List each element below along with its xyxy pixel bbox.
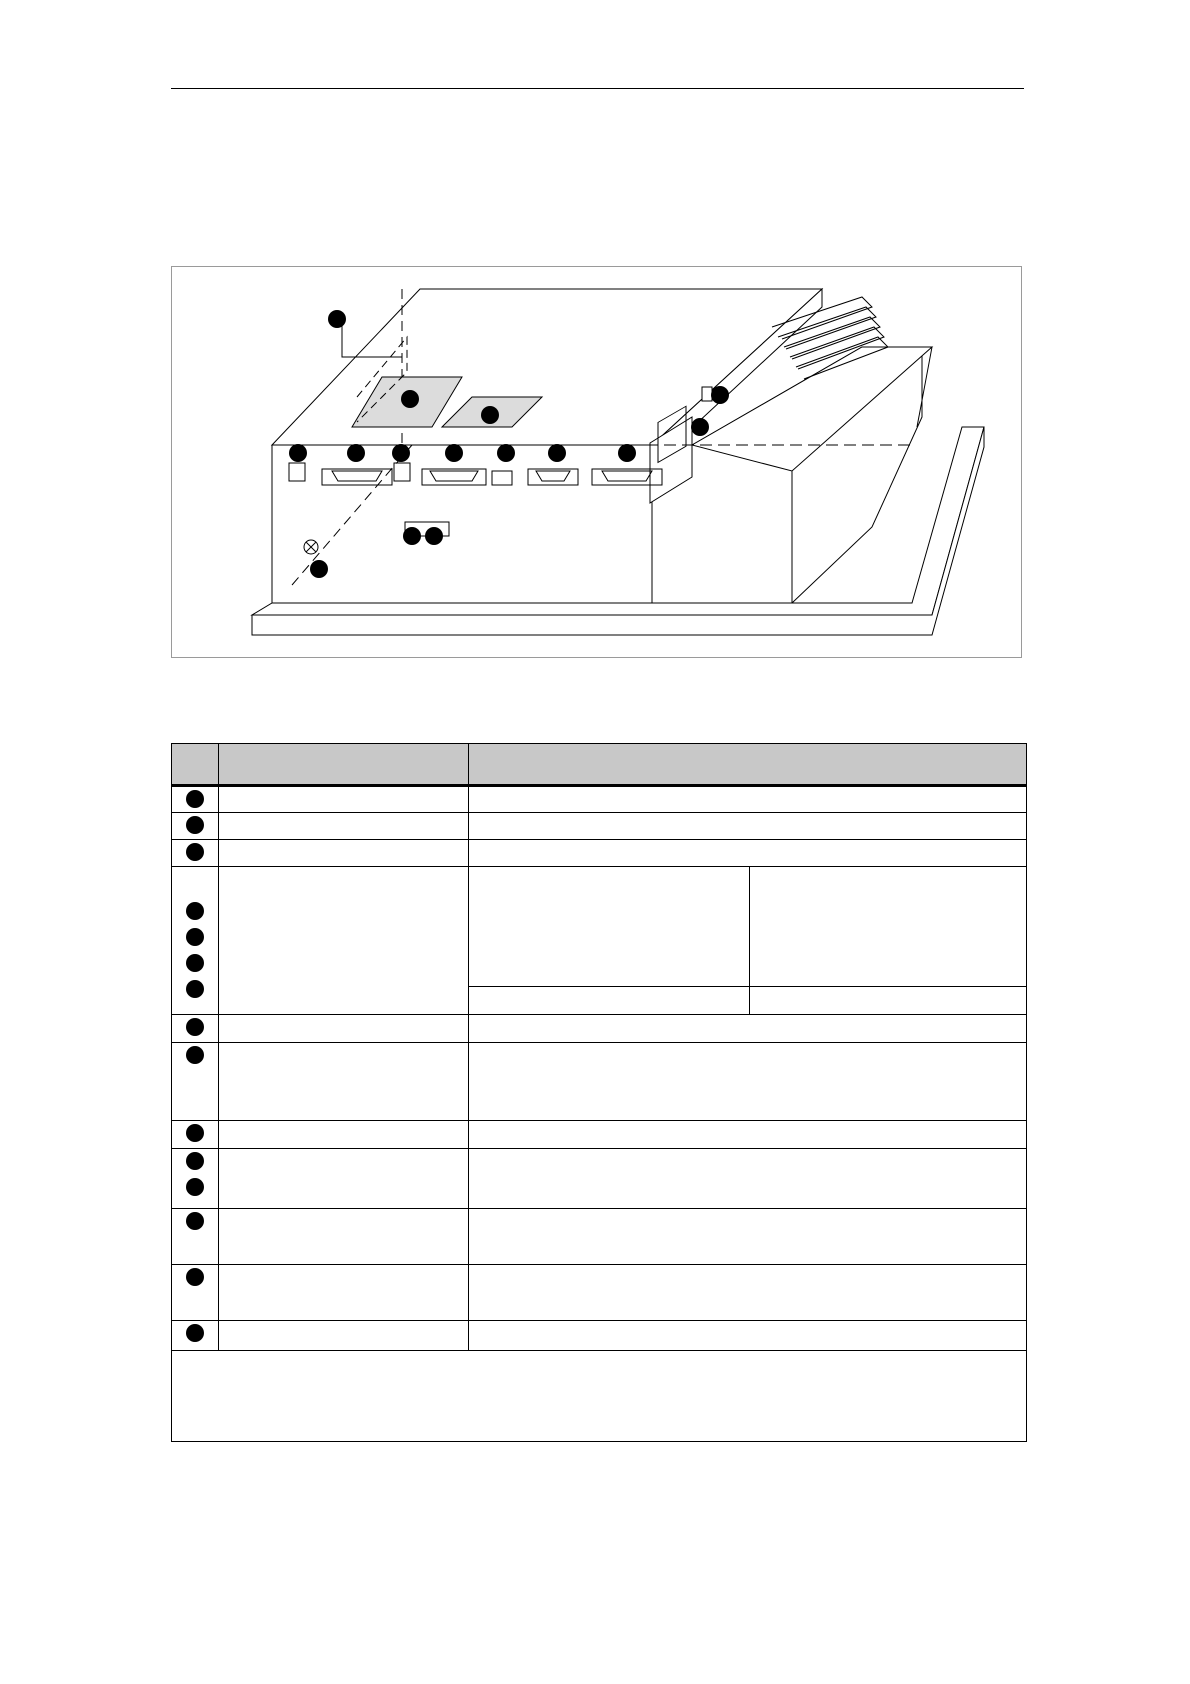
legend-header-row (172, 744, 1027, 786)
table-note (172, 1351, 1027, 1442)
table-row (172, 840, 1027, 867)
callout-marker (403, 527, 421, 545)
row-desc (469, 1209, 1027, 1265)
row-desc (469, 1043, 1027, 1121)
table-row (172, 786, 1027, 813)
callout-marker (401, 390, 419, 408)
callout-marker (425, 527, 443, 545)
table-row (172, 1265, 1027, 1321)
row-name (219, 1209, 469, 1265)
row-name (219, 1015, 469, 1043)
table-row (172, 1209, 1027, 1265)
row-desc (750, 987, 1027, 1015)
number-marker (186, 928, 204, 946)
row-desc (469, 1015, 1027, 1043)
header-name (219, 744, 469, 786)
number-marker (186, 816, 204, 834)
callout-marker (618, 444, 636, 462)
header-number (172, 744, 219, 786)
table-row (172, 1015, 1027, 1043)
callout-marker (392, 444, 410, 462)
row-desc (469, 867, 750, 987)
table-row (172, 1043, 1027, 1121)
row-name (219, 1121, 469, 1149)
callout-marker (310, 560, 328, 578)
number-marker (186, 1212, 204, 1230)
note-row (172, 1351, 1027, 1442)
callout-marker (711, 386, 729, 404)
number-marker (186, 1152, 204, 1170)
callout-marker (328, 310, 346, 328)
row-desc (469, 1321, 1027, 1351)
row-desc (469, 840, 1027, 867)
number-marker (186, 1268, 204, 1286)
number-marker (186, 1324, 204, 1342)
number-marker (186, 1124, 204, 1142)
row-desc (469, 987, 750, 1015)
table-row (172, 1149, 1027, 1209)
header-description (469, 744, 1027, 786)
number-marker (186, 790, 204, 808)
row-name (219, 1265, 469, 1321)
callout-marker (497, 444, 515, 462)
device-rear-view-figure (171, 266, 1022, 658)
row-name (219, 1149, 469, 1209)
number-marker (186, 1178, 204, 1196)
row-name (219, 1321, 469, 1351)
legend-table (171, 743, 1027, 1442)
row-name (219, 1043, 469, 1121)
number-marker (186, 843, 204, 861)
callout-marker (481, 406, 499, 424)
table-row (172, 1121, 1027, 1149)
callout-marker (347, 444, 365, 462)
number-marker (186, 980, 204, 998)
row-desc (469, 1265, 1027, 1321)
device-illustration (172, 267, 1023, 659)
row-desc (750, 867, 1027, 987)
number-marker (186, 902, 204, 920)
callout-marker (691, 418, 709, 436)
table-row (172, 867, 1027, 927)
callout-marker (289, 444, 307, 462)
table-row (172, 1321, 1027, 1351)
number-marker (186, 1018, 204, 1036)
row-name (219, 813, 469, 840)
number-marker (186, 1046, 204, 1064)
table-row (172, 813, 1027, 840)
row-desc (469, 1121, 1027, 1149)
number-marker (186, 954, 204, 972)
row-desc (469, 786, 1027, 813)
row-name (219, 840, 469, 867)
row-name (219, 786, 469, 813)
callout-marker (548, 444, 566, 462)
row-desc (469, 813, 1027, 840)
header-rule (171, 88, 1024, 89)
callout-marker (445, 444, 463, 462)
row-desc (469, 1149, 1027, 1209)
row-name (219, 867, 469, 1015)
